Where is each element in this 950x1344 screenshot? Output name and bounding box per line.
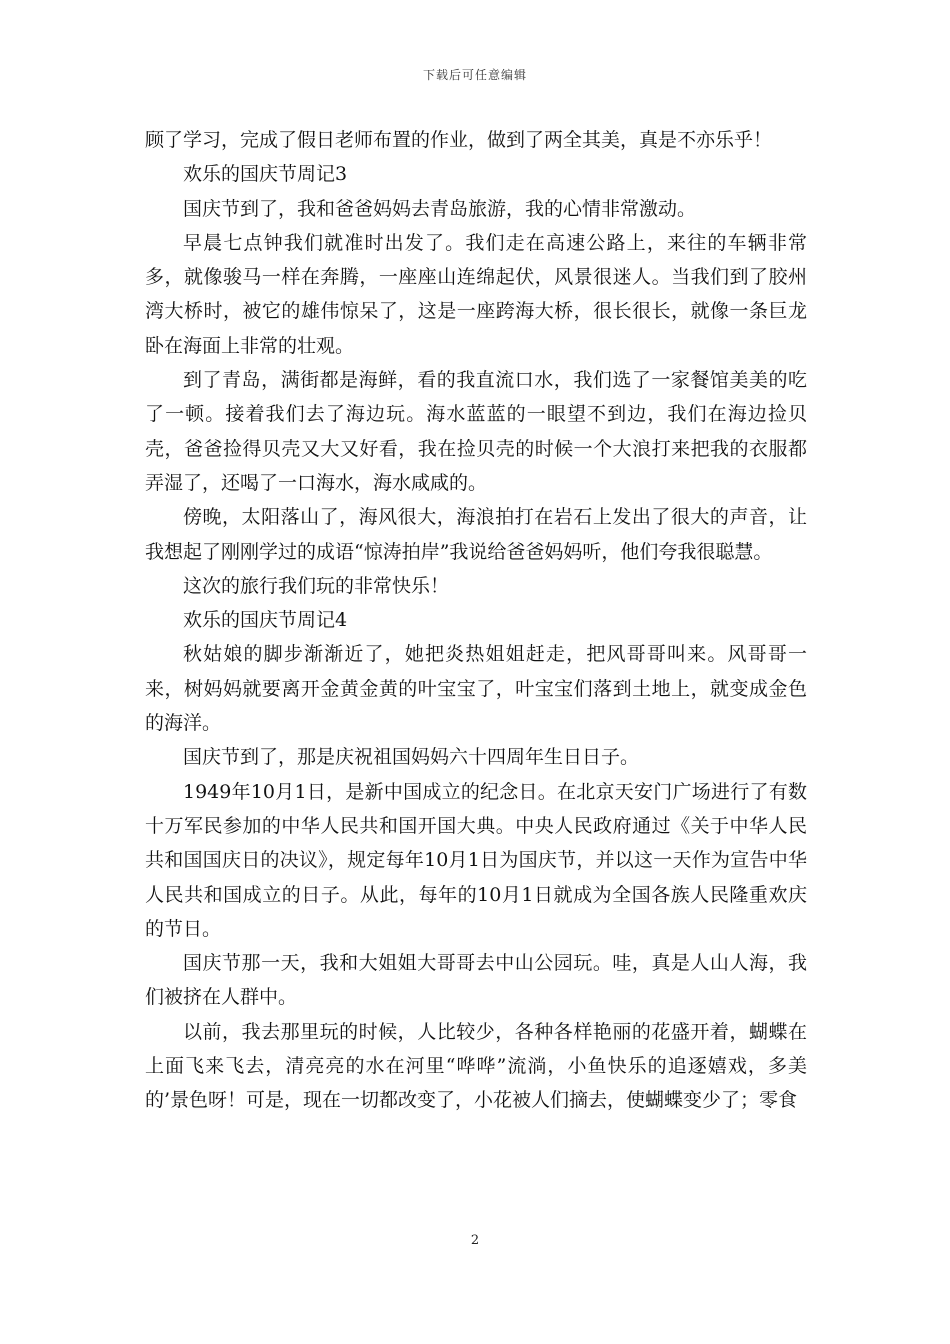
- section-heading-3: 欢乐的国庆节周记3: [183, 163, 348, 186]
- paragraph: 1949年10月1日，是新中国成立的纪念日。在北京天安门广场进行了有数十万军民参加的中华人民共和国开国大典。中央人民政府通过《关于中华人民共和国国庆日的决议》，规定每年10月1日为国庆节，并以这一天作为宣告中华人民共和国成立的日子。从此，每年的10月1日就成为全国各族人民隆重欢庆的节日。: [145, 780, 807, 940]
- paragraph: 国庆节到了，那是庆祝祖国妈妈六十四周年生日日子。: [183, 746, 640, 769]
- paragraph: 早晨七点钟我们就准时出发了。我们走在高速公路上，来往的车辆非常多，就像骏马一样在奔腾，一座座山连绵起伏，风景很迷人。当我们到了胶州湾大桥时，被它的雄伟惊呆了，这是一座跨海大桥，很长很长，就像一条巨龙卧在海面上非常的壮观。: [145, 231, 807, 357]
- page-header: 下载后可任意编辑: [422, 68, 527, 82]
- paragraph-continuation: 顾了学习，完成了假日老师布置的作业，做到了两全其美，真是不亦乐乎！: [145, 129, 773, 151]
- paragraph: 国庆节那一天，我和大姐姐大哥哥去中山公园玩。哇，真是人山人海，我们被挤在人群中。: [145, 952, 807, 1009]
- document-body: [145, 123, 807, 1118]
- paragraph: 秋姑娘的脚步渐渐近了，她把炎热姐姐赶走，把风哥哥叫来。风哥哥一来，树妈妈就要离开金黄金黄的叶宝宝了，叶宝宝们落到土地上，就变成金色的海洋。: [145, 643, 807, 735]
- paragraph: 傍晚，太阳落山了，海风很大，海浪拍打在岩石上发出了很大的声音，让我想起了刚刚学过的成语“惊涛拍岸”我说给爸爸妈妈听，他们夸我很聪慧。: [145, 506, 807, 563]
- page-number: 2: [470, 1233, 480, 1248]
- paragraph: 这次的旅行我们玩的非常快乐！: [183, 574, 450, 597]
- section-heading-4: 欢乐的国庆节周记4: [183, 609, 348, 632]
- paragraph: 以前，我去那里玩的时候，人比较少，各种各样艳丽的花盛开着，蝴蝶在上面飞来飞去，清亮亮的水在河里“哗哗”流淌，小鱼快乐的追逐嬉戏，多美的’景色呀！可是，现在一切都改变了，小花被人们摘去，使蝴蝶变少了；零食: [145, 1020, 807, 1112]
- paragraph: 国庆节到了，我和爸爸妈妈去青岛旅游，我的心情非常激动。: [183, 197, 697, 220]
- paragraph: 到了青岛，满街都是海鲜，看的我直流口水，我们选了一家餐馆美美的吃了一顿。接着我们去了海边玩。海水蓝蓝的一眼望不到边，我们在海边捡贝壳，爸爸捡得贝壳又大又好看，我在捡贝壳的时候一个大浪打来把我的衣服都弄湿了，还喝了一口海水，海水咸咸的。: [145, 369, 807, 494]
